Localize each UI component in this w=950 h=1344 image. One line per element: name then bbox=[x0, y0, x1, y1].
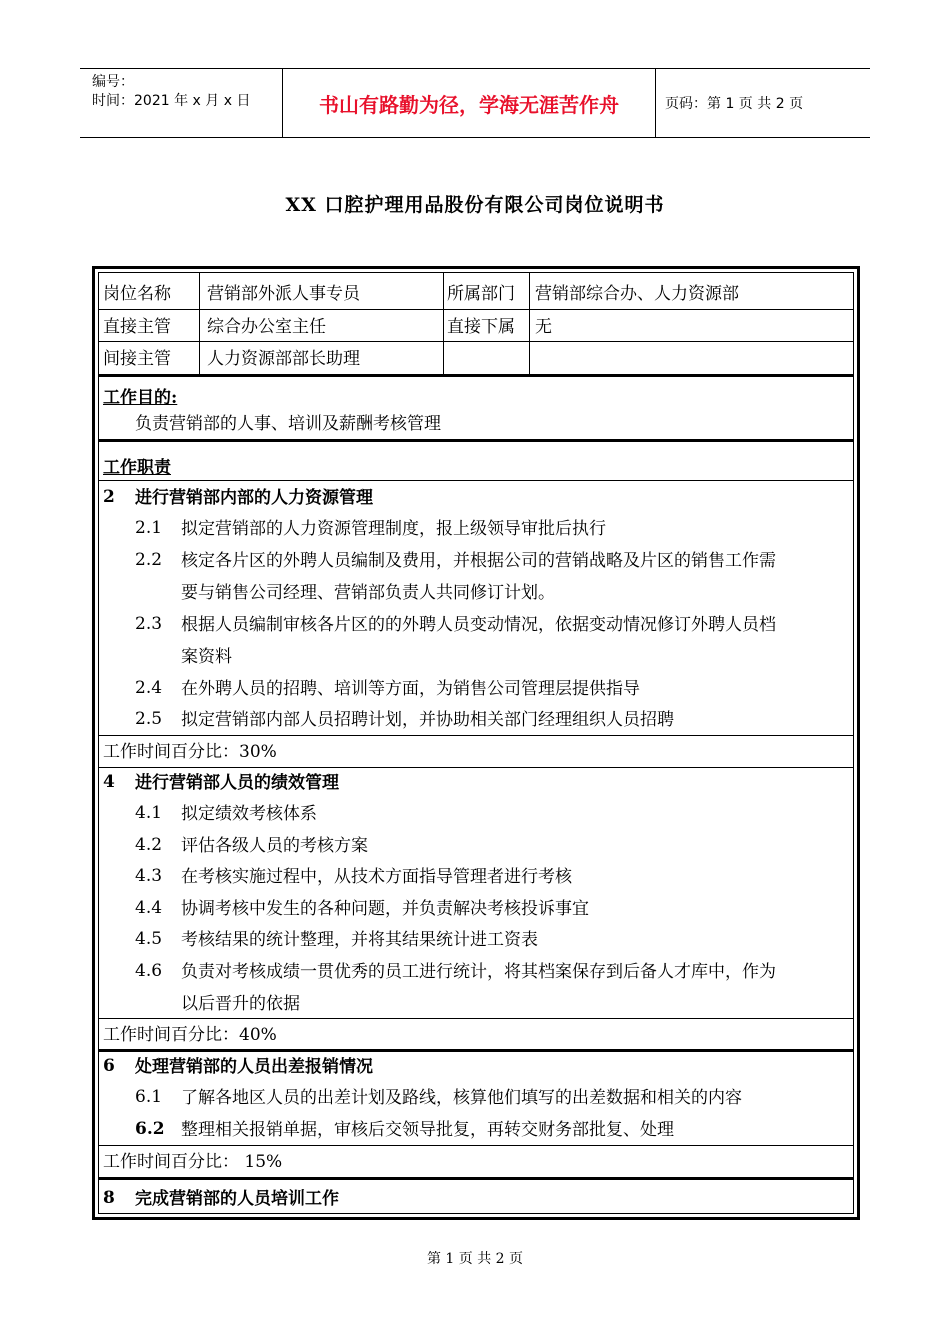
section-divider bbox=[99, 1177, 853, 1180]
col-divider bbox=[529, 273, 530, 375]
section-number: 4 bbox=[103, 772, 115, 792]
item-number: 4.1 bbox=[135, 803, 163, 823]
value-direct-supervisor: 综合办公室主任 bbox=[207, 317, 326, 337]
item-text: 拟定绩效考核体系 bbox=[181, 804, 317, 824]
item-number: 2.2 bbox=[135, 550, 163, 570]
time-percentage: 工作时间百分比：40% bbox=[103, 1025, 277, 1045]
item-text: 要与销售公司经理、营销部负责人共同修订计划。 bbox=[181, 583, 555, 603]
label-indirect-supervisor: 间接主管 bbox=[103, 349, 171, 369]
time-percentage: 工作时间百分比： 15% bbox=[103, 1152, 283, 1172]
item-text: 根据人员编制审核各片区的的外聘人员变动情况，依据变动情况修订外聘人员档 bbox=[181, 615, 776, 635]
item-number: 4.4 bbox=[135, 898, 163, 918]
item-number: 4.3 bbox=[135, 866, 163, 886]
section-number: 8 bbox=[103, 1188, 115, 1208]
col-divider bbox=[443, 273, 444, 375]
section-title: 完成营销部的人员培训工作 bbox=[135, 1189, 339, 1209]
job-description-table bbox=[92, 266, 860, 1220]
label-direct-supervisor: 直接主管 bbox=[103, 317, 171, 337]
duties-heading: 工作职责 bbox=[103, 458, 171, 478]
row-divider bbox=[99, 309, 853, 310]
section-title: 进行营销部内部的人力资源管理 bbox=[135, 488, 373, 508]
value-position-name: 营销部外派人事专员 bbox=[207, 284, 360, 304]
item-number: 4.5 bbox=[135, 929, 163, 949]
section-divider bbox=[99, 439, 853, 442]
item-text: 考核结果的统计整理，并将其结果统计进工资表 bbox=[181, 930, 538, 950]
row-divider bbox=[99, 480, 853, 481]
label-department: 所属部门 bbox=[447, 284, 515, 304]
item-text: 评估各级人员的考核方案 bbox=[181, 836, 368, 856]
value-indirect-supervisor: 人力资源部部长助理 bbox=[207, 349, 360, 369]
document-title: XX 口腔护理用品股份有限公司岗位说明书 bbox=[285, 194, 665, 216]
page-footer: 第 1 页 共 2 页 bbox=[426, 1251, 524, 1267]
row-divider bbox=[99, 341, 853, 342]
purpose-text: 负责营销部的人事、培训及薪酬考核管理 bbox=[135, 414, 441, 434]
item-number: 6.2 bbox=[135, 1119, 165, 1139]
item-number: 6.1 bbox=[135, 1087, 163, 1107]
row-divider bbox=[99, 1018, 853, 1019]
label-direct-subordinate: 直接下属 bbox=[447, 317, 515, 337]
table-inner bbox=[98, 272, 854, 1214]
item-number: 2.1 bbox=[135, 518, 163, 538]
item-number: 2.3 bbox=[135, 614, 163, 634]
col-divider bbox=[199, 273, 200, 375]
item-number: 2.4 bbox=[135, 678, 163, 698]
item-text: 核定各片区的外聘人员编制及费用，并根据公司的营销战略及片区的销售工作需 bbox=[181, 551, 776, 571]
item-text: 案资料 bbox=[181, 647, 232, 667]
section-title: 进行营销部人员的绩效管理 bbox=[135, 773, 339, 793]
header-page-info: 页码：第 1 页 共 2 页 bbox=[665, 96, 804, 112]
item-number: 4.2 bbox=[135, 835, 163, 855]
time-line: 时间：2021 年 x 月 x 日 bbox=[92, 93, 251, 109]
item-text: 拟定营销部内部人员招聘计划，并协助相关部门经理组织人员招聘 bbox=[181, 710, 674, 730]
item-text: 在考核实施过程中，从技术方面指导管理者进行考核 bbox=[181, 867, 572, 887]
item-text: 了解各地区人员的出差计划及路线，核算他们填写的出差数据和相关的内容 bbox=[181, 1088, 742, 1108]
section-number: 6 bbox=[103, 1056, 115, 1076]
document-header bbox=[80, 68, 870, 138]
section-divider bbox=[99, 1049, 853, 1052]
time-percentage: 工作时间百分比：30% bbox=[103, 742, 277, 762]
row-divider bbox=[99, 735, 853, 736]
item-number: 4.6 bbox=[135, 961, 163, 981]
row-divider bbox=[99, 1145, 853, 1146]
item-text: 整理相关报销单据，审核后交领导批复，再转交财务部批复、处理 bbox=[181, 1120, 674, 1140]
item-text: 负责对考核成绩一贯优秀的员工进行统计，将其档案保存到后备人才库中，作为 bbox=[181, 962, 776, 982]
item-text: 以后晋升的依据 bbox=[181, 994, 300, 1014]
item-text: 在外聘人员的招聘、培训等方面，为销售公司管理层提供指导 bbox=[181, 679, 640, 699]
purpose-heading: 工作目的: bbox=[103, 388, 178, 408]
item-number: 2.5 bbox=[135, 709, 163, 729]
item-text: 拟定营销部的人力资源管理制度，报上级领导审批后执行 bbox=[181, 519, 606, 539]
value-department: 营销部综合办、人力资源部 bbox=[535, 284, 739, 304]
header-meta bbox=[80, 69, 283, 137]
value-direct-subordinate: 无 bbox=[535, 317, 552, 337]
row-divider bbox=[99, 767, 853, 768]
section-title: 处理营销部的人员出差报销情况 bbox=[135, 1057, 373, 1077]
section-divider bbox=[99, 374, 853, 377]
header-motto: 书山有路勤为径，学海无涯苦作舟 bbox=[283, 69, 656, 137]
number-label: 编号： bbox=[92, 74, 134, 90]
section-number: 2 bbox=[103, 487, 115, 507]
label-position-name: 岗位名称 bbox=[103, 284, 171, 304]
item-text: 协调考核中发生的各种问题，并负责解决考核投诉事宜 bbox=[181, 899, 589, 919]
